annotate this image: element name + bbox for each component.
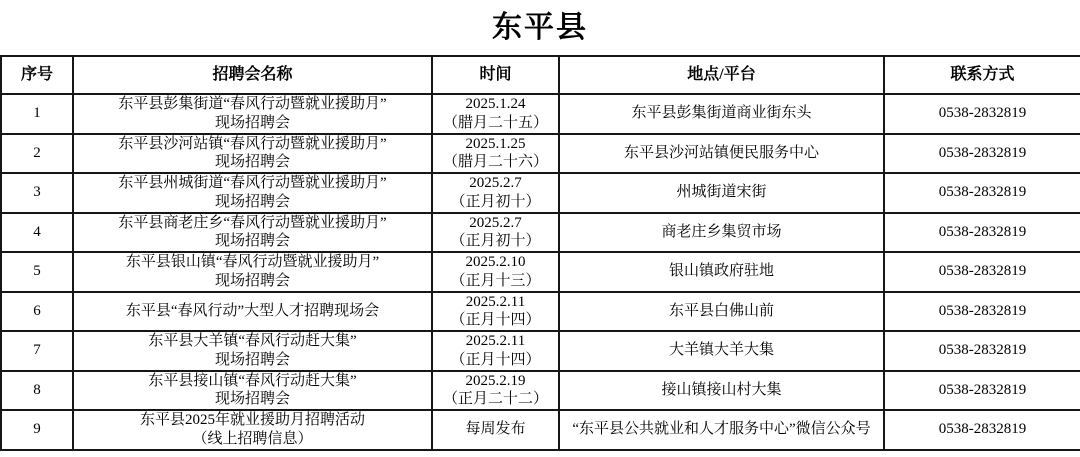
time-cell [432,410,559,450]
fair-name-cell [73,134,432,174]
cell-text-line: 现场招聘会 [214,114,290,131]
contact-cell: 0538-2832819 [884,410,1080,450]
table-row [1,331,1080,371]
cell-text-line: 2025.1.25 [465,135,526,152]
cell-text-line: （正月二十二） [442,391,548,408]
cell-text-line: 2025.2.10 [465,254,526,270]
cell-text-line: （腊月二十六） [442,154,548,171]
cell-text-line: （正月初十） [450,193,541,210]
contact-cell: 0538-2832819 [884,371,1080,411]
location-cell: “东平县公共就业和人才服务中心”微信公众号 [559,410,884,450]
cell-text-line: （正月十四） [450,351,541,368]
cell-text-line: 现场招聘会 [214,154,290,171]
fair-name-cell [73,252,432,292]
table-row [1,94,1080,134]
job-fair-table [0,55,1080,451]
cell-text-line: 2025.2.7 [469,175,522,191]
fair-name-cell [73,292,432,332]
table-row [1,410,1080,450]
location-cell: 银山镇政府驻地 [559,252,884,292]
location-cell: 东平县沙河站镇便民服务中心 [559,134,884,174]
row-number-cell: 3 [1,173,73,213]
table-row [1,173,1080,213]
cell-text-line: 现场招聘会 [214,351,290,368]
cell-text-line: （正月十四） [450,312,541,329]
cell-text-line: 2025.2.7 [469,214,522,231]
cell-text-line: （线上招聘信息） [192,430,313,447]
time-cell [432,331,559,371]
col-header-time: 时间 [432,56,559,94]
cell-text-line: 东平县大羊镇“春风行动赶大集” [148,333,357,349]
table-row [1,292,1080,332]
row-number-cell: 1 [1,94,73,134]
row-number-cell: 7 [1,331,73,371]
cell-text-line: 东平县州城街道“春风行动暨就业援助月” [118,175,387,191]
time-cell [432,134,559,174]
location-cell: 东平县彭集街道商业街东头 [559,94,884,134]
cell-text-line: 2025.1.24 [465,96,526,112]
cell-text-line: 东平县2025年就业援助月招聘活动 [139,412,365,428]
cell-text-line: 现场招聘会 [214,391,290,408]
cell-text-line: 2025.2.19 [465,372,526,389]
table-row [1,371,1080,411]
cell-text-line: 现场招聘会 [214,233,290,250]
time-cell [432,173,559,213]
location-cell: 接山镇接山村大集 [559,371,884,411]
row-number-cell: 9 [1,410,73,450]
contact-cell: 0538-2832819 [884,331,1080,371]
col-header-fair-name: 招聘会名称 [73,56,432,94]
fair-name-cell [73,213,432,253]
header-row [1,56,1080,94]
cell-text-line: 每周发布 [465,421,526,438]
cell-text-line: 2025.2.11 [465,333,526,349]
location-cell: 商老庄乡集贸市场 [559,213,884,253]
cell-text-line: 东平县银山镇“春风行动暨就业援助月” [125,254,380,270]
row-number-cell: 4 [1,213,73,253]
contact-cell: 0538-2832819 [884,252,1080,292]
time-cell [432,94,559,134]
cell-text-line: 现场招聘会 [214,193,290,210]
cell-text-line: 现场招聘会 [214,272,290,289]
contact-cell: 0538-2832819 [884,213,1080,253]
cell-text-line: 东平县接山镇“春风行动赶大集” [148,372,357,389]
fair-name-cell [73,94,432,134]
contact-cell: 0538-2832819 [884,134,1080,174]
location-cell: 大羊镇大羊大集 [559,331,884,371]
contact-cell: 0538-2832819 [884,292,1080,332]
col-header-no: 序号 [1,56,73,94]
time-cell [432,213,559,253]
col-header-location: 地点/平台 [559,56,884,94]
time-cell [432,292,559,332]
time-cell [432,371,559,411]
fair-name-cell [73,331,432,371]
table-row [1,213,1080,253]
cell-text-line: 东平县商老庄乡“春风行动暨就业援助月” [118,214,387,231]
cell-text-line: （正月十三） [450,272,541,289]
cell-text-line: （正月初十） [450,233,541,250]
contact-cell: 0538-2832819 [884,173,1080,213]
row-number-cell: 5 [1,252,73,292]
cell-text-line: （腊月二十五） [442,114,548,131]
cell-text-line: 东平县彭集街道“春风行动暨就业援助月” [118,96,387,112]
fair-name-cell [73,410,432,450]
table-row [1,252,1080,292]
table-body [1,94,1080,450]
row-number-cell: 2 [1,134,73,174]
location-cell: 州城街道宋街 [559,173,884,213]
fair-name-cell [73,371,432,411]
cell-text-line: 东平县“春风行动”大型人才招聘现场会 [125,302,380,319]
row-number-cell: 8 [1,371,73,411]
time-cell [432,252,559,292]
fair-name-cell [73,173,432,213]
col-header-contact: 联系方式 [884,56,1080,94]
cell-text-line: 东平县沙河站镇“春风行动暨就业援助月” [118,135,387,152]
location-cell: 东平县白佛山前 [559,292,884,332]
contact-cell: 0538-2832819 [884,94,1080,134]
page-title: 东平县 [492,11,588,44]
table-row [1,134,1080,174]
row-number-cell: 6 [1,292,73,332]
cell-text-line: 2025.2.11 [465,293,526,310]
